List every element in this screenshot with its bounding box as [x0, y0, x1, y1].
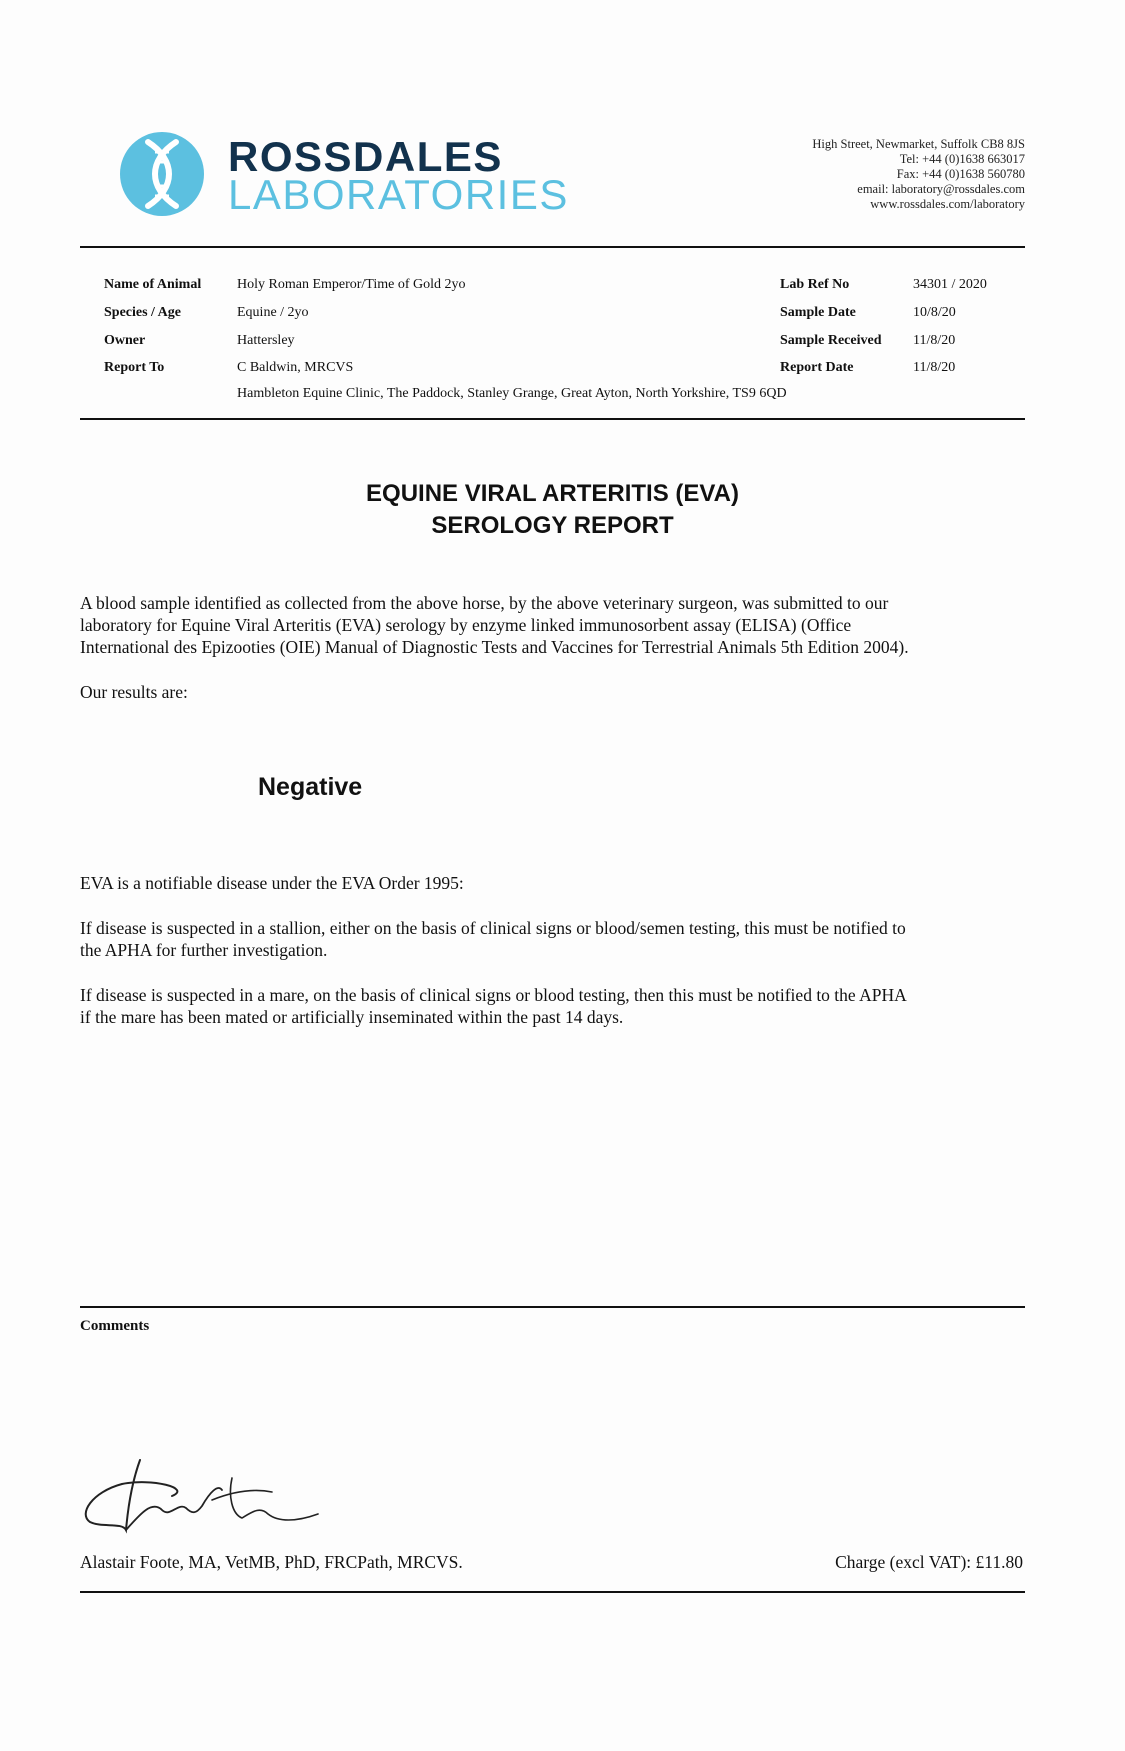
- species-age-label: Species / Age: [104, 305, 181, 320]
- owner-label: Owner: [104, 333, 146, 348]
- stallion-paragraph: [80, 917, 1030, 961]
- mare-line: if the mare has been mated or artificially inseminated within the past 14 days.: [80, 1007, 624, 1027]
- address-tel: Tel: +44 (0)1638 663017: [899, 152, 1025, 166]
- lab-ref-value: 34301 / 2020: [913, 277, 987, 292]
- stallion-line: If disease is suspected in a stallion, either on the basis of clinical signs or blood/semen testing, this must be notified to: [80, 918, 906, 938]
- sample-date-label: Sample Date: [780, 305, 856, 320]
- footer-divider: [80, 1591, 1025, 1593]
- lab-ref-label: Lab Ref No: [780, 277, 850, 292]
- sample-received-label: Sample Received: [780, 333, 882, 348]
- report-title: [0, 478, 1105, 542]
- info-row: [0, 333, 1125, 353]
- report-title-line2: SEROLOGY REPORT: [431, 512, 674, 539]
- report-title-line1: EQUINE VIRAL ARTERITIS (EVA): [366, 480, 739, 507]
- address-website: www.rossdales.com/laboratory: [870, 197, 1025, 211]
- info-row: [0, 305, 1125, 325]
- charge-amount: Charge (excl VAT): £11.80: [835, 1552, 1023, 1572]
- info-divider: [80, 418, 1025, 420]
- results-intro: Our results are:: [80, 682, 188, 702]
- notifiable-statement: EVA is a notifiable disease under the EVA Order 1995:: [80, 873, 464, 893]
- lab-address: [812, 137, 1025, 212]
- report-date-label: Report Date: [780, 360, 854, 375]
- report-date-value: 11/8/20: [913, 360, 956, 375]
- lab-logo: [118, 130, 568, 220]
- test-result: Negative: [258, 773, 363, 801]
- mare-paragraph: [80, 984, 1030, 1028]
- logo-wordmark-line1: ROSSDALES: [228, 133, 503, 180]
- intro-line: International des Epizooties (OIE) Manual of Diagnostic Tests and Vaccines for Terrestrial Animals 5th Edition 2004).: [80, 637, 909, 657]
- intro-line: laboratory for Equine Viral Arteritis (EVA) serology by enzyme linked immunosorbent assay (ELISA) (Office: [80, 615, 852, 635]
- name-of-animal-value: Holy Roman Emperor/Time of Gold 2yo: [237, 277, 466, 292]
- report-to-label: Report To: [104, 360, 165, 375]
- info-row: [0, 277, 1125, 297]
- signer-name: Alastair Foote, MA, VetMB, PhD, FRCPath, MRCVS.: [80, 1552, 463, 1572]
- comments-label: Comments: [80, 1318, 150, 1334]
- address-street: High Street, Newmarket, Suffolk CB8 8JS: [812, 137, 1025, 151]
- header-divider: [80, 246, 1025, 248]
- comments-divider: [80, 1306, 1025, 1308]
- logo-wordmark-line2: LABORATORIES: [228, 171, 569, 218]
- sample-received-value: 11/8/20: [913, 333, 956, 348]
- signature-image: [82, 1452, 332, 1542]
- name-of-animal-label: Name of Animal: [104, 277, 202, 292]
- stallion-line: the APHA for further investigation.: [80, 940, 328, 960]
- info-row: [0, 386, 1125, 406]
- report-to-address: Hambleton Equine Clinic, The Paddock, Stanley Grange, Great Ayton, North Yorkshire, TS9 6QD: [237, 386, 787, 401]
- info-row: [0, 360, 1125, 380]
- dna-helix-icon: [118, 130, 206, 218]
- intro-paragraph: [80, 592, 1030, 658]
- sample-date-value: 10/8/20: [913, 305, 956, 320]
- species-age-value: Equine / 2yo: [237, 305, 309, 320]
- report-to-value: C Baldwin, MRCVS: [237, 360, 354, 375]
- address-fax: Fax: +44 (0)1638 560780: [896, 167, 1025, 181]
- mare-line: If disease is suspected in a mare, on the basis of clinical signs or blood testing, then this must be notified to the APHA: [80, 985, 907, 1005]
- owner-value: Hattersley: [237, 333, 295, 348]
- intro-line: A blood sample identified as collected from the above horse, by the above veterinary surgeon, was submitted to our: [80, 593, 889, 613]
- address-email: email: laboratory@rossdales.com: [857, 182, 1025, 196]
